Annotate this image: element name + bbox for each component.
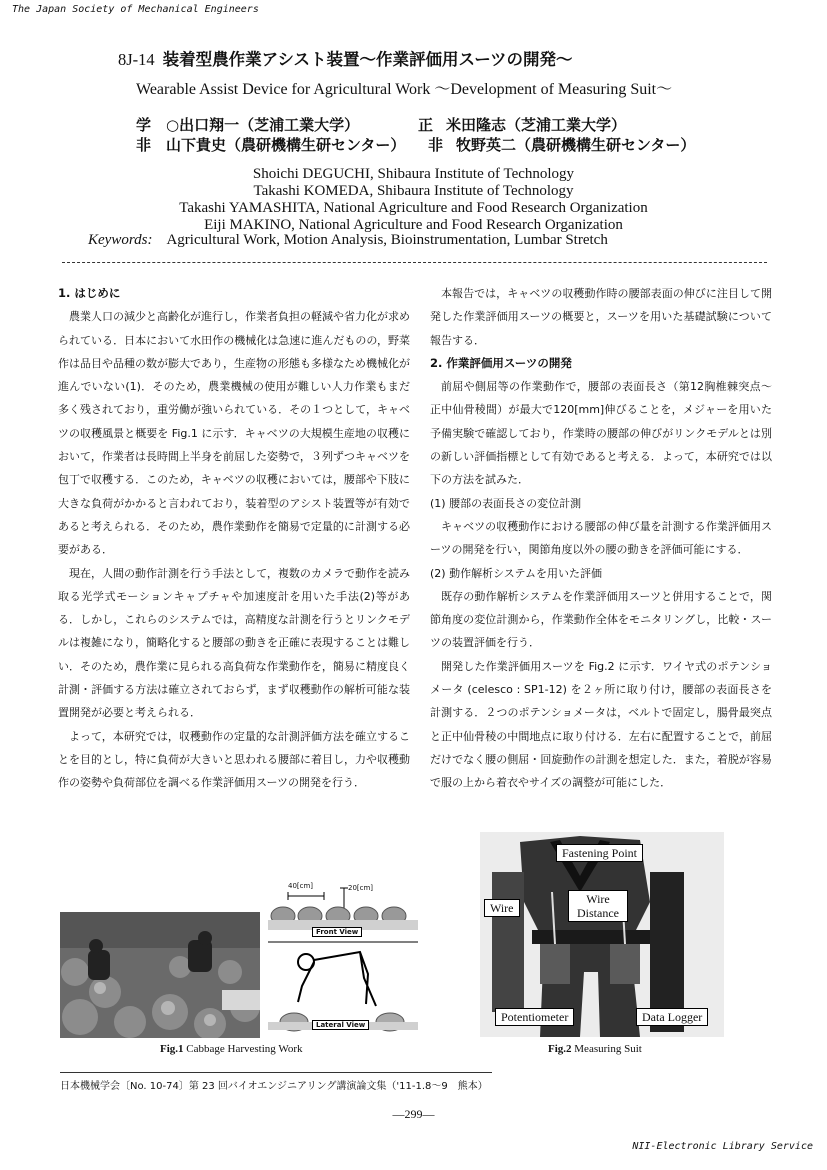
lateral-view-label: Lateral View bbox=[312, 1020, 369, 1030]
right-column bbox=[430, 282, 772, 795]
subheading: (1) 腰部の表面長さの変位計測 bbox=[430, 496, 582, 510]
fig2-caption-label: Fig.2 bbox=[548, 1043, 572, 1055]
member-type: 非 bbox=[136, 136, 152, 154]
paragraph: キャベツの収穫動作における腰部の伸び量を計測する作業評価用スーツの開発を行い，関節角度以外の腰の動きを評価可能にする． bbox=[430, 519, 772, 557]
fig1-caption-label: Fig.1 bbox=[160, 1043, 184, 1055]
subheading: (2) 動作解析システムを用いた評価 bbox=[430, 566, 602, 580]
paragraph: 開発した作業評価用スーツを Fig.2 に示す．ワイヤ式のポテンショメータ (celesco : SP1-12) を２ヶ所に取り付け，腰部の表面長さを計測する．２つのポテンショメータは，ベルトで固定し，腸骨最突点と正中仙骨稜の中間地点に取り付ける．左右に配置することで，前屈だけでなく腰の側屈・回旋動作の計測を想定した．また，着脱が容易で服の上から着衣やサイズの調整が可能にした． bbox=[430, 659, 772, 790]
fig2-caption-text: Measuring Suit bbox=[574, 1043, 642, 1055]
authors-line-2 bbox=[136, 134, 695, 155]
title-ja-text: 装着型農作業アシスト装置～作業評価用スーツの開発～ bbox=[162, 50, 573, 69]
fastening-point-label: Fastening Point bbox=[556, 844, 643, 862]
paragraph: 前屈や側屈等の作業動作で，腰部の表面長さ（第12胸椎棘突点～正中仙骨稜間）が最大で120[mm]伸びることを，メジャーを用いた予備実験で確認しており，作業時の腰部の伸びがリンクモデルとは別の新しい評価指標として有効であると考える．よって，本研究では以下の方法を試みた． bbox=[430, 380, 772, 487]
measuring-suit-photo bbox=[480, 832, 724, 1037]
member-type: 非 bbox=[428, 136, 444, 154]
potentiometer-label: Potentiometer bbox=[495, 1008, 574, 1026]
author-name: 米田隆志（芝浦工業大学） bbox=[446, 116, 627, 134]
member-type: 学 bbox=[136, 116, 152, 134]
title-japanese bbox=[118, 46, 573, 70]
harvest-diagram bbox=[268, 882, 418, 1034]
affiliation-2: Takashi KOMEDA, Shibaura Institute of Technology bbox=[253, 183, 574, 199]
nii-service-footer: NII-Electronic Library Service bbox=[632, 1141, 813, 1152]
wire-distance-label: Wire Distance bbox=[568, 890, 628, 922]
paragraph: 既存の動作解析システムを作業評価用スーツと併用することで，関節角度の変位計測から，作業動作全体をモニタリングし，比較・スーツの装置評価を行う． bbox=[430, 589, 772, 650]
dimension-width-label: 40[cm] bbox=[288, 882, 314, 890]
fig2-caption bbox=[548, 1043, 642, 1055]
affiliation-4: Eiji MAKINO, National Agriculture and Food Research Organization bbox=[204, 217, 623, 233]
title-english: Wearable Assist Device for Agricultural Work ～Development of Measuring Suit～ bbox=[136, 81, 673, 98]
data-logger-label: Data Logger bbox=[636, 1008, 708, 1026]
society-header: The Japan Society of Mechanical Engineers bbox=[12, 4, 259, 15]
paragraph: 農業人口の減少と高齢化が進行し，作業者負担の軽減や省力化が求められている．日本において水田作の機械化は急速に進んだものの，野菜作は品目や品種の数が膨大であり，生産物の形態も多様なため機械化が進んでいない(1)．そのため，農業機械の使用が難しい人力作業もまだ多く残されており，重労働が強いられている．その１つとして，キャベツの収穫風景と概要を Fig.1 に示す．キャベツの大規模生産地の収穫において，作業者は長時間上半身を前屈した姿勢で，３列ずつキャベツを包丁で収穫する．このため，キャベツの収穫においては，腰部や下肢に大きな負荷がかかると言われており，装着型のアシスト装置等が有効であると考えられる．そのため，農作業動作を簡易で定量的に計測する必要がある． bbox=[58, 310, 410, 557]
section-heading-2: 2. 作業評価用スーツの開発 bbox=[430, 355, 572, 370]
left-column bbox=[58, 282, 410, 795]
authors-line-1 bbox=[136, 114, 626, 135]
page-number: ―299― bbox=[392, 1107, 435, 1121]
footnote-rule bbox=[60, 1072, 492, 1073]
affiliation-1: Shoichi DEGUCHI, Shibaura Institute of Technology bbox=[252, 166, 575, 182]
author-name: ○出口翔一（芝浦工業大学） bbox=[166, 116, 360, 134]
keywords-label: Keywords: bbox=[88, 232, 153, 248]
cabbage-harvest-photo bbox=[60, 912, 260, 1038]
paragraph: よって，本研究では，収穫動作の定量的な計測評価方法を確立することを目的とし，特に負荷が大きいと思われる腰部に着目し，力や収穫動作の姿勢や負荷部位を調べる作業評価用スーツの開発を行う． bbox=[58, 729, 410, 790]
affiliation-3: Takashi YAMASHITA, National Agriculture and Food Research Organization bbox=[179, 200, 648, 216]
fig1-caption bbox=[160, 1043, 303, 1055]
author-name: 山下貴史（農研機構生研センター） bbox=[166, 136, 406, 154]
separator-dashed bbox=[62, 262, 767, 263]
author-name: 牧野英二（農研機構生研センター） bbox=[456, 136, 696, 154]
member-type: 正 bbox=[418, 116, 434, 134]
section-heading-1: 1. はじめに bbox=[58, 286, 121, 300]
footnote: 日本機械学会〔No. 10-74〕第 23 回バイオエンジニアリング講演論文集（'11-1.8～9 熊本） bbox=[60, 1081, 488, 1092]
front-view-label: Front View bbox=[312, 927, 362, 937]
dimension-height-label: 20[cm] bbox=[348, 884, 374, 892]
paper-number: 8J-14 bbox=[118, 50, 155, 69]
wire-label: Wire bbox=[484, 899, 520, 917]
fig1-caption-text: Cabbage Harvesting Work bbox=[186, 1043, 303, 1055]
paragraph: 本報告では，キャベツの収穫動作時の腰部表面の伸びに注目して開発した作業評価用スーツの概要と，スーツを用いた基礎試験について報告する． bbox=[430, 287, 772, 347]
keywords-text: Agricultural Work, Motion Analysis, Bioinstrumentation, Lumbar Stretch bbox=[166, 232, 608, 248]
paragraph: 現在，人間の動作計測を行う手法として，複数のカメラで動作を読み取る光学式モーションキャプチャや加速度計を用いた手法(2)等がある．しかし，これらのシステムでは，高精度な計測を行うとリンクモデルは複雑になり，簡略化すると腰部の動きを正確に表現することは難しい．そのため，農作業に見られる高負荷な作業動作を，簡易に精度良く計測・評価する方法は確立されておらず，まず収穫動作の解析可能な装置開発が必要と考えられる． bbox=[58, 566, 410, 720]
keywords bbox=[88, 232, 608, 249]
